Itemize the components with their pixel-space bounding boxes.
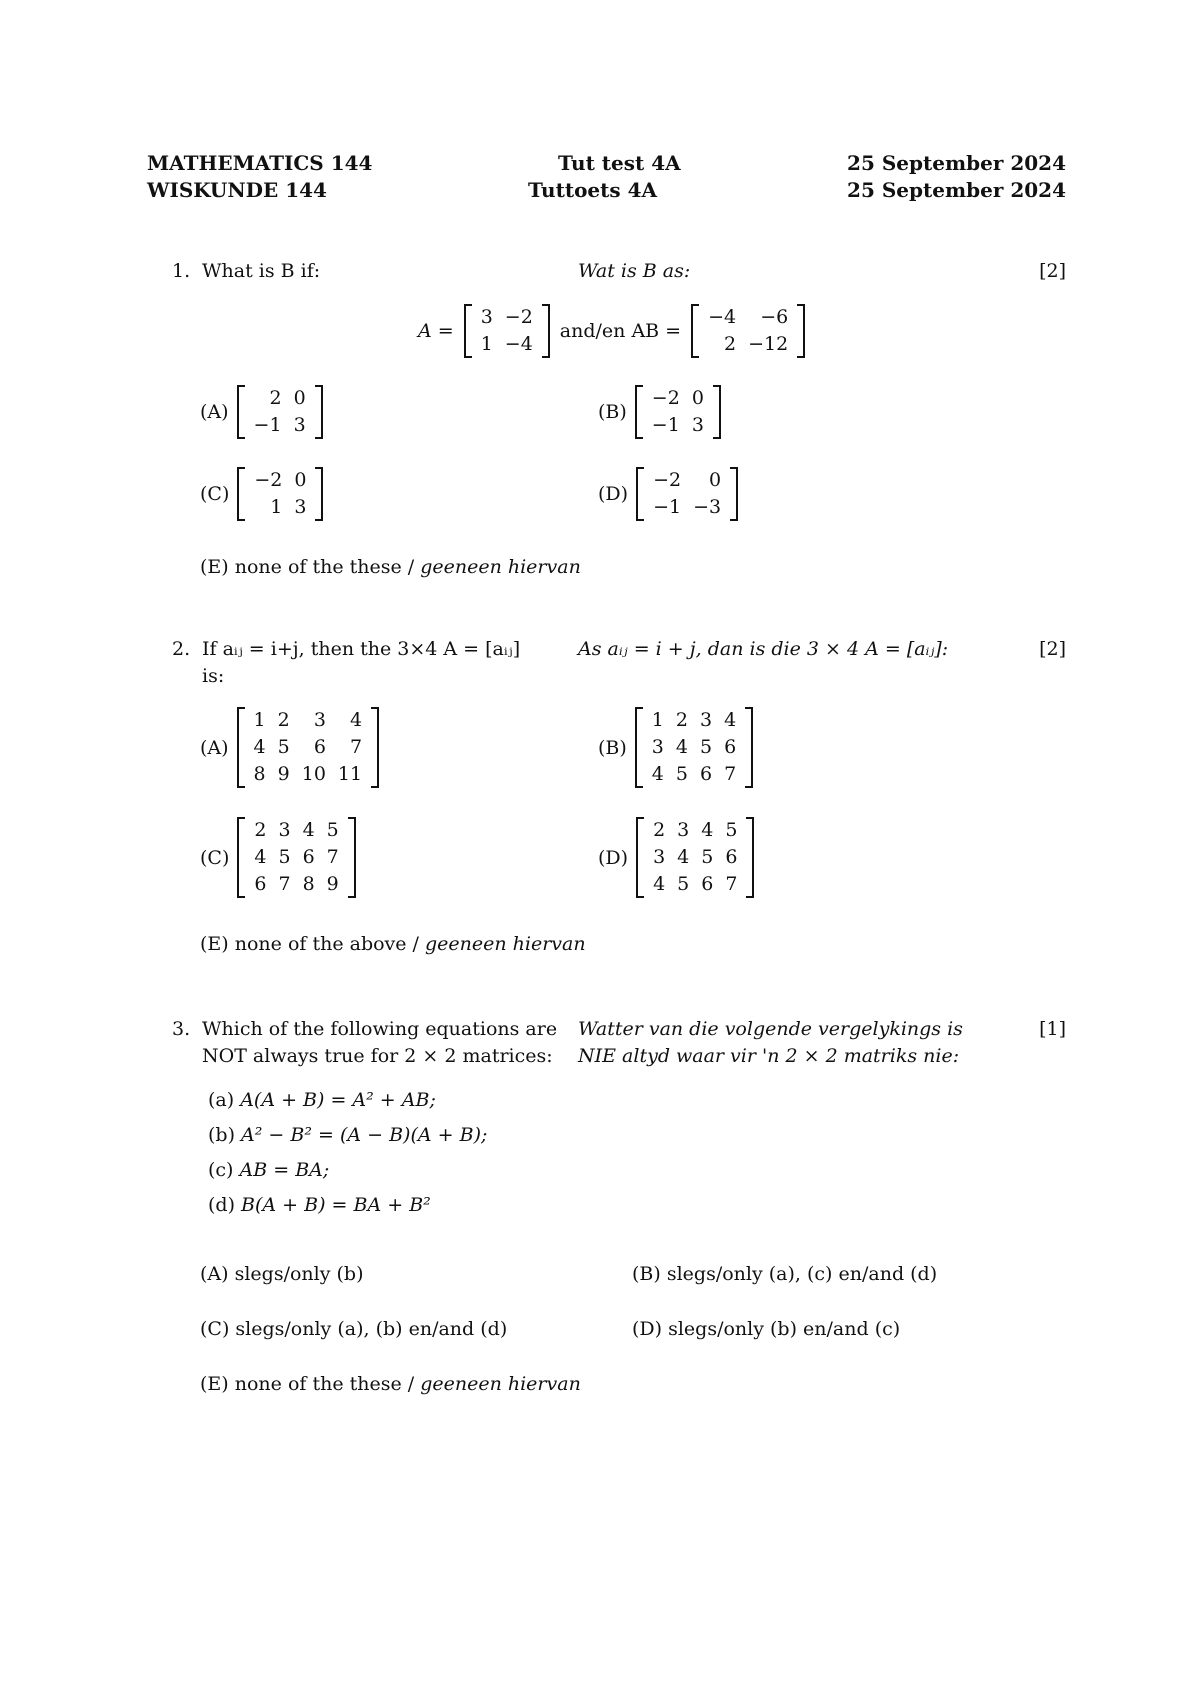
- matrix-entry: 3: [699, 709, 713, 731]
- matrix-entry: −2: [653, 469, 682, 491]
- matrix-entry: 3: [480, 306, 493, 328]
- q1-matrix-a: [464, 304, 550, 358]
- matrix-row: [248, 494, 312, 521]
- q3-number: 3.: [172, 1018, 191, 1040]
- q3-statement-d: [208, 1192, 431, 1218]
- q1-number: 1.: [172, 260, 191, 282]
- matrix-row: [248, 734, 369, 761]
- matrix-row: [646, 385, 710, 412]
- course-title-af: WISKUNDE 144: [147, 178, 327, 202]
- option-label: (E): [200, 556, 229, 578]
- matrix-entry: 5: [278, 846, 291, 868]
- matrix-entry: 6: [701, 873, 714, 895]
- matrix-right-bracket: [745, 707, 753, 788]
- option-matrix: [635, 385, 721, 439]
- option-text: slegs/only (a), (c) en/and (d): [666, 1263, 938, 1285]
- date-en: 25 September 2024: [847, 151, 1066, 175]
- matrix-entry: −1: [651, 414, 680, 436]
- matrix-entry: 8: [302, 873, 315, 895]
- matrix-entry: 9: [277, 763, 290, 785]
- matrix-entry: −2: [254, 469, 283, 491]
- matrix-entry: 3: [677, 819, 690, 841]
- q2-marks: [2]: [1039, 638, 1066, 660]
- matrix-entry: 2: [269, 387, 282, 409]
- option-label: (B): [598, 736, 627, 759]
- matrix-entry: 3: [651, 736, 664, 758]
- matrix-body: [475, 304, 539, 358]
- matrix-right-bracket: [348, 817, 356, 898]
- matrix-entry: 9: [326, 873, 339, 895]
- course-title-en: MATHEMATICS 144: [147, 151, 373, 175]
- q1-option-c[interactable]: [200, 467, 323, 521]
- matrix-right-bracket: [746, 817, 754, 898]
- option-label: (D): [632, 1318, 663, 1340]
- statement-text: AB = BA;: [239, 1159, 330, 1181]
- test-title-en: Tut test 4A: [558, 151, 681, 175]
- matrix-entry: 6: [313, 736, 326, 758]
- matrix-entry: 1: [651, 709, 664, 731]
- matrix-entry: 10: [301, 763, 326, 785]
- matrix-entry: 4: [350, 709, 363, 731]
- q1-option-e[interactable]: [200, 554, 581, 580]
- date-af: 25 September 2024: [847, 178, 1066, 202]
- matrix-body: [647, 817, 743, 898]
- matrix-entry: 2: [277, 709, 290, 731]
- matrix-left-bracket: [237, 707, 245, 788]
- matrix-row: [646, 412, 710, 439]
- matrix-right-bracket: [315, 385, 323, 439]
- matrix-entry: 7: [350, 736, 363, 758]
- option-label: (C): [200, 846, 230, 869]
- matrix-body: [646, 385, 710, 439]
- matrix-entry: −2: [504, 306, 533, 328]
- q3-statement-a: [208, 1087, 436, 1113]
- matrix-row: [647, 494, 727, 521]
- option-label: (E): [200, 1373, 229, 1395]
- matrix-body: [647, 467, 727, 521]
- matrix-entry: 0: [294, 469, 307, 491]
- matrix-body: [248, 385, 312, 439]
- matrix-body: [702, 304, 794, 358]
- matrix-entry: 6: [724, 736, 737, 758]
- matrix-entry: 4: [651, 763, 664, 785]
- matrix-entry: 7: [278, 873, 291, 895]
- matrix-entry: 6: [254, 873, 267, 895]
- q2-number: 2.: [172, 638, 191, 660]
- matrix-right-bracket: [730, 467, 738, 521]
- q1-option-a[interactable]: [200, 385, 323, 439]
- matrix-row: [248, 467, 312, 494]
- matrix-entry: 3: [293, 414, 306, 436]
- q3-option-b[interactable]: [632, 1261, 937, 1287]
- matrix-row: [475, 331, 539, 358]
- option-text-af: geeneen hiervan: [420, 1373, 581, 1395]
- option-label: (A): [200, 736, 229, 759]
- matrix-entry: −6: [760, 306, 789, 328]
- matrix-row: [248, 761, 369, 788]
- matrix-entry: 7: [724, 763, 737, 785]
- matrix-left-bracket: [636, 467, 644, 521]
- option-label: (B): [632, 1263, 661, 1285]
- matrix-row: [248, 412, 312, 439]
- option-text: slegs/only (a), (b) en/and (d): [235, 1318, 508, 1340]
- q3-statement-b: [208, 1122, 487, 1148]
- matrix-right-bracket: [713, 385, 721, 439]
- q1-equation: [418, 304, 805, 358]
- q3-option-d[interactable]: [632, 1316, 900, 1342]
- matrix-body: [248, 817, 344, 898]
- matrix-entry: 4: [675, 736, 688, 758]
- matrix-row: [248, 707, 369, 734]
- matrix-entry: 3: [653, 846, 666, 868]
- matrix-entry: 5: [675, 763, 688, 785]
- matrix-entry: 8: [253, 763, 266, 785]
- matrix-row: [646, 734, 742, 761]
- q3-marks: [1]: [1039, 1018, 1066, 1040]
- option-matrix: [237, 817, 355, 898]
- matrix-entry: 4: [653, 873, 666, 895]
- matrix-left-bracket: [635, 385, 643, 439]
- q1-marks: [2]: [1039, 260, 1066, 282]
- option-label: (B): [598, 401, 627, 423]
- q1-text-en: What is B if:: [202, 260, 321, 282]
- matrix-entry: 4: [254, 846, 267, 868]
- option-label: (C): [200, 483, 230, 505]
- option-matrix: [636, 817, 754, 898]
- matrix-entry: 2: [675, 709, 688, 731]
- matrix-entry: 5: [677, 873, 690, 895]
- matrix-left-bracket: [691, 304, 699, 358]
- option-text-en: none of the these /: [234, 1373, 415, 1395]
- matrix-entry: 5: [725, 819, 738, 841]
- matrix-entry: −4: [504, 333, 533, 355]
- matrix-entry: 6: [699, 763, 713, 785]
- option-text-en: none of the above /: [234, 933, 419, 955]
- matrix-left-bracket: [635, 707, 643, 788]
- matrix-left-bracket: [237, 817, 245, 898]
- matrix-entry: 4: [677, 846, 690, 868]
- q3-text-af-line2: NIE altyd waar vir 'n 2 × 2 matriks nie:: [578, 1045, 960, 1067]
- matrix-entry: 4: [302, 819, 315, 841]
- statement-label: (d): [208, 1194, 235, 1216]
- matrix-entry: 3: [294, 496, 307, 518]
- q1-option-b[interactable]: [598, 385, 721, 439]
- matrix-row: [248, 385, 312, 412]
- option-label: (A): [200, 1263, 229, 1285]
- option-label: (A): [200, 401, 229, 423]
- q3-option-c[interactable]: [200, 1316, 507, 1342]
- matrix-entry: 6: [302, 846, 315, 868]
- q1-connector: and/en AB =: [559, 320, 682, 342]
- matrix-entry: 0: [691, 387, 704, 409]
- matrix-entry: 5: [326, 819, 339, 841]
- statement-label: (c): [208, 1159, 234, 1181]
- q3-text-af-line1: Watter van die volgende vergelykings is: [578, 1018, 963, 1040]
- matrix-entry: 4: [253, 736, 266, 758]
- matrix-left-bracket: [237, 385, 245, 439]
- q1-text-af: Wat is B as:: [578, 260, 691, 282]
- option-matrix: [635, 707, 753, 788]
- matrix-row: [248, 817, 344, 844]
- matrix-entry: 7: [326, 846, 339, 868]
- q1-a-label: A =: [418, 320, 454, 342]
- matrix-entry: 7: [725, 873, 738, 895]
- matrix-entry: −4: [708, 306, 737, 328]
- matrix-entry: 3: [278, 819, 291, 841]
- q3-text-en-line1: Which of the following equations are: [202, 1018, 558, 1040]
- q3-option-a[interactable]: [200, 1261, 364, 1287]
- matrix-entry: 1: [253, 709, 266, 731]
- statement-text: B(A + B) = BA + B²: [241, 1194, 431, 1216]
- matrix-right-bracket: [371, 707, 379, 788]
- option-text-af: geeneen hiervan: [420, 556, 581, 578]
- matrix-left-bracket: [237, 467, 245, 521]
- matrix-body: [646, 707, 742, 788]
- q1-matrix-ab: [691, 304, 805, 358]
- matrix-row: [647, 817, 743, 844]
- matrix-entry: 4: [701, 819, 714, 841]
- matrix-entry: 3: [691, 414, 704, 436]
- q1-option-d[interactable]: [598, 467, 738, 521]
- matrix-row: [248, 844, 344, 871]
- matrix-entry: 5: [701, 846, 714, 868]
- matrix-row: [647, 467, 727, 494]
- statement-label: (b): [208, 1124, 235, 1146]
- option-label: (E): [200, 933, 229, 955]
- matrix-entry: 2: [653, 819, 666, 841]
- matrix-entry: 3: [313, 709, 326, 731]
- matrix-row: [647, 871, 743, 898]
- q2-text-en-line1: If aᵢⱼ = i+j, then the 3×4 A = [aᵢⱼ]: [202, 638, 521, 660]
- option-text-en: none of the these /: [234, 556, 415, 578]
- matrix-entry: 4: [724, 709, 737, 731]
- matrix-row: [647, 844, 743, 871]
- matrix-entry: −1: [653, 496, 682, 518]
- matrix-entry: −2: [651, 387, 680, 409]
- matrix-entry: 0: [293, 387, 306, 409]
- matrix-entry: 11: [337, 763, 363, 785]
- matrix-row: [646, 707, 742, 734]
- q2-text-af: As aᵢⱼ = i + j, dan is die 3 × 4 A = [aᵢⱼ]:: [578, 638, 949, 660]
- statement-text: A(A + B) = A² + AB;: [240, 1089, 436, 1111]
- matrix-right-bracket: [797, 304, 805, 358]
- matrix-entry: −12: [748, 333, 789, 355]
- q2-option-a[interactable]: [200, 707, 379, 788]
- q3-text-en-line2: NOT always true for 2 × 2 matrices:: [202, 1045, 553, 1067]
- matrix-row: [475, 304, 539, 331]
- statement-text: A² − B² = (A − B)(A + B);: [241, 1124, 488, 1146]
- option-matrix: [237, 707, 380, 788]
- option-label: (D): [598, 846, 629, 869]
- matrix-right-bracket: [315, 467, 323, 521]
- matrix-body: [248, 707, 369, 788]
- q2-option-d[interactable]: [598, 817, 754, 898]
- option-label: (D): [598, 483, 629, 505]
- q3-option-e[interactable]: [200, 1371, 581, 1397]
- matrix-entry: 0: [709, 469, 722, 491]
- matrix-entry: −3: [693, 496, 722, 518]
- matrix-row: [702, 331, 794, 358]
- option-text-af: geeneen hiervan: [425, 933, 586, 955]
- matrix-row: [702, 304, 794, 331]
- option-text: slegs/only (b) en/and (c): [668, 1318, 901, 1340]
- statement-label: (a): [208, 1089, 235, 1111]
- matrix-entry: 2: [254, 819, 267, 841]
- matrix-row: [248, 871, 344, 898]
- matrix-left-bracket: [464, 304, 472, 358]
- matrix-entry: 1: [480, 333, 493, 355]
- q2-option-e[interactable]: [200, 931, 586, 957]
- option-text: slegs/only (b): [234, 1263, 364, 1285]
- q3-statement-c: [208, 1157, 329, 1183]
- option-matrix: [237, 467, 323, 521]
- matrix-entry: 5: [699, 736, 713, 758]
- q2-option-c[interactable]: [200, 817, 356, 898]
- matrix-body: [248, 467, 312, 521]
- matrix-entry: 2: [724, 333, 737, 355]
- q2-text-en-line2: is:: [202, 665, 225, 687]
- matrix-entry: −1: [253, 414, 282, 436]
- matrix-entry: 1: [270, 496, 283, 518]
- test-title-af: Tuttoets 4A: [528, 178, 658, 202]
- matrix-row: [646, 761, 742, 788]
- option-matrix: [636, 467, 738, 521]
- matrix-left-bracket: [636, 817, 644, 898]
- matrix-right-bracket: [542, 304, 550, 358]
- matrix-entry: 5: [277, 736, 290, 758]
- option-matrix: [237, 385, 323, 439]
- matrix-entry: 6: [725, 846, 738, 868]
- q2-option-b[interactable]: [598, 707, 753, 788]
- option-label: (C): [200, 1318, 230, 1340]
